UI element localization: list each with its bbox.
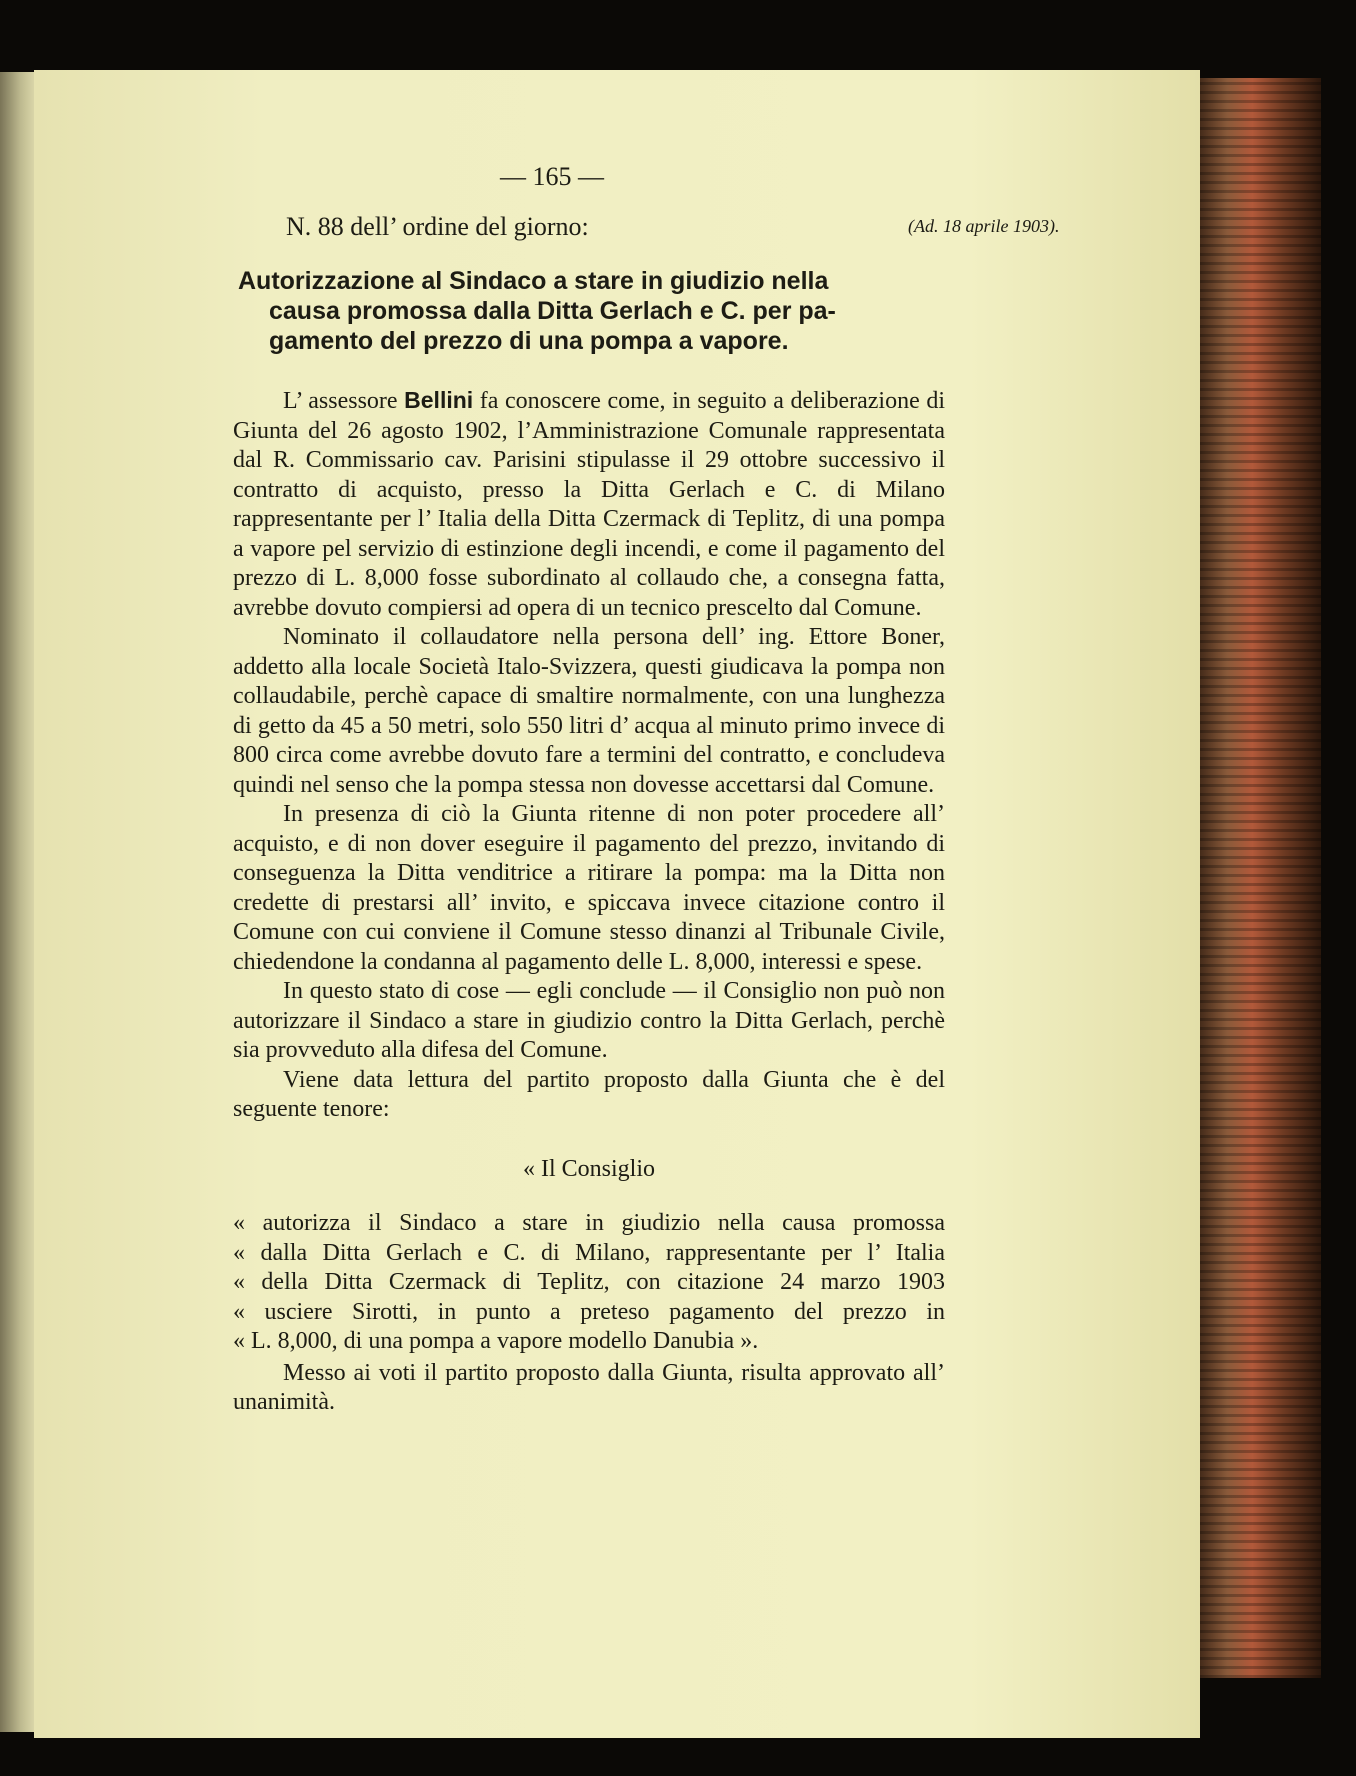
section-heading [238, 266, 958, 356]
heading-line: causa promossa dalla Ditta Gerlach e C. per pa- [269, 297, 836, 325]
document-body [233, 386, 945, 1418]
paragraph: In questo stato di cose — egli conclude — il Consiglio non può non autorizzare il Sindaco a stare in giudizio contro la Ditta Gerlach, perchè sia provveduto alla difesa del Comune. [233, 978, 945, 1063]
resolution-line: « L. 8,000, di una pompa a vapore modello Danubia ». [233, 1328, 759, 1354]
paragraph: Viene data lettura del partito proposto dalla Giunta che è del seguente tenore: [233, 1066, 945, 1122]
resolution-line: « dalla Ditta Gerlach e C. di Milano, rappresentante per l’ Italia [233, 1239, 945, 1266]
paragraph: Nominato il collaudatore nella persona dell’ ing. Ettore Boner, addetto alla locale Società Italo-Svizzera, questi giudicava la pompa non collaudabile, perchè capace di smaltire normalmente, con una lunghezza di getto da 45 a 50 metri, solo 550 litri d’ acqua al minuto primo invece di 800 circa come avrebbe dovuto fare a termini del contratto, e concludeva quindi nel senso che la pompa stessa non dovesse accettarsi dal Comune. [233, 624, 945, 798]
session-date: (Ad. 18 aprile 1903). [908, 216, 1060, 236]
assessor-name: Bellini [404, 387, 474, 413]
heading-line: gamento del prezzo di una pompa a vapore. [269, 327, 789, 355]
agenda-item: N. 88 dell’ ordine del giorno: [286, 212, 589, 241]
resolution-title: « Il Consiglio [522, 1155, 655, 1182]
resolution-line: « usciere Sirotti, in punto a preteso pagamento del prezzo in [233, 1298, 945, 1325]
heading-line: Autorizzazione al Sindaco a stare in giudizio nella [238, 267, 829, 295]
paragraph: Messo ai voti il partito proposto dalla Giunta, risulta approvato all’ unanimità. [233, 1359, 945, 1415]
book-fore-edge [1196, 78, 1321, 1678]
left-page-edge [0, 72, 34, 1732]
resolution-text [233, 1209, 945, 1357]
resolution-line: « della Ditta Czermack di Teplitz, con citazione 24 marzo 1903 [233, 1269, 945, 1295]
document-page [34, 70, 1200, 1738]
paragraph: In presenza di ciò la Giunta ritenne di non poter procedere all’ acquisto, e di non dover eseguire il pagamento del prezzo, invitando di conseguenza la Ditta venditrice a ritirare la pompa: ma la Ditta non credette di prestarsi all’ invito, e spiccava invece citazione contro il Comune con cui conviene il Comune stesso dinanzi al Tribunale Civile, chiedendone la condanna al pagamento delle L. 8,000, interessi e spese. [233, 801, 945, 975]
paragraph: L’ assessore Bellini fa conoscere come, in seguito a deliberazione di Giunta del 26 agosto 1902, l’Amministrazione Comunale rappresentata dal R. Commissario cav. Parisini stipulasse il 29 ottobre successivo il contratto di acquisto, presso la Ditta Gerlach e C. di Milano rappresentante per l’ Italia della Ditta Czermack di Teplitz, di una pompa a vapore pel servizio di estinzione degli incendi, e come il pagamento del prezzo di L. 8,000 fosse subordinato al collaudo che, a consegna fatta, avrebbe dovuto compiersi ad opera di un tecnico prescelto dal Comune. [233, 387, 945, 621]
resolution-line: « autorizza il Sindaco a stare in giudizio nella causa promossa [233, 1210, 945, 1236]
page-number: — 165 — [500, 162, 604, 191]
